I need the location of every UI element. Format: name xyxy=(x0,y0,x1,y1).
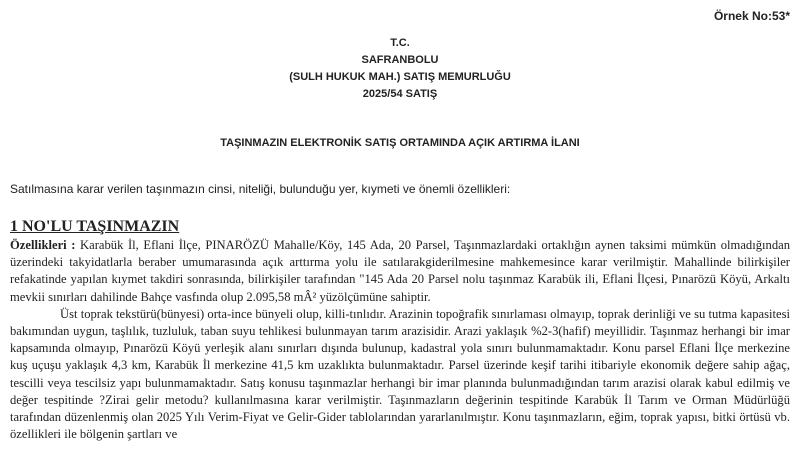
announcement-title: TAŞINMAZIN ELEKTRONİK SATIŞ ORTAMINDA AÇIK ARTIRMA İLANI xyxy=(220,137,580,149)
header-country: T.C. xyxy=(390,37,410,49)
property-paragraph-1 xyxy=(10,237,790,306)
form-number: Örnek No:53* xyxy=(713,9,790,23)
property-description xyxy=(10,237,790,443)
property-heading: 1 NO'LU TAŞINMAZIN xyxy=(10,218,180,235)
header-office: (SULH HUKUK MAH.) SATIŞ MEMURLUĞU xyxy=(289,71,511,83)
features-label: Özellikleri : xyxy=(10,238,76,252)
property-paragraph-2: Üst toprak tekstürü(bünyesi) orta-ince bünyeli olup, killi-tınlıdır. Arazinin topoğrafik sınırlaması olmayıp, toprak derinliği ve su tutma kapasitesi bakımından uygun, taşlılık, tuzluluk, taban suyu tehlikesi bulunmayan tarım arazisidir. Arazi yaklaşık %2-3(hafif) meyillidir. Taşınmaz herhangi bir imar kapsamında olmayıp, Pınarözü Köyü yerleşik alanı sınırları dışında bulunup, kadastral yola sınırı bulunmamaktadır. Konu parsel Eflani İlçe merkezine kuş uçuşu yaklaşık 4,3 km, Karabük İl merkezine 41,5 km uzaklıkta bulunmaktadır. Parsel üzerinde keşif tarihi itibariyle ekonomik değere sahip ağaç, tescilli veya tescilsiz yapı bulunmamaktadır. Satış konusu taşınmazlar herhangi bir imar planında bulunmadığından tarım arazisi olarak kabul edilmiş ve değer tespitinde ?Zirai gelir metodu? kullanılmasına karar verilmiştir. Taşınmazların değerinin tespitinde Karabük İl Tarım ve Orman Müdürlüğü tarafından düzenlenmiş olan 2025 Yılı Verim-Fiyat ve Gelir-Gider tablolarından yararlanılmıştır. Konu taşınmazların, eğim, toprak yapısı, bitki örtüsü vb. özellikleri ile bölgenin şartları ve xyxy=(10,306,790,442)
paragraph-1-text: Karabük İl, Eflani İlçe, PINARÖZÜ Mahalle/Köy, 145 Ada, 20 Parsel, Taşınmazlardaki ortaklığın aynen taksimi mümkün olmadığından üzerindeki takyidatlarla beraber umumarasında açık arttırma yolu ile satılarakgiderilmesine mahkemesince karar verilmiştir. Mahallinde bilirkişiler refakatinde yapılan kıymet takdiri sonrasında, bilirkişiler tarafından "145 Ada 20 Parsel nolu taşınmaz Karabük ili, Eflani İlçesi, Pınarözü Köyü, Arkaltı mevkii sınırları dahilinde Bahçe vasfında olup 2.095,58 mÂ² yüzölçümüne sahiptir. xyxy=(10,238,791,304)
document-header xyxy=(0,35,800,103)
header-case-number: 2025/54 SATIŞ xyxy=(362,88,438,100)
header-district: SAFRANBOLU xyxy=(361,54,439,66)
intro-text: Satılmasına karar verilen taşınmazın cinsi, niteliği, bulunduğu yer, kıymeti ve önemli özellikleri: xyxy=(10,182,511,196)
